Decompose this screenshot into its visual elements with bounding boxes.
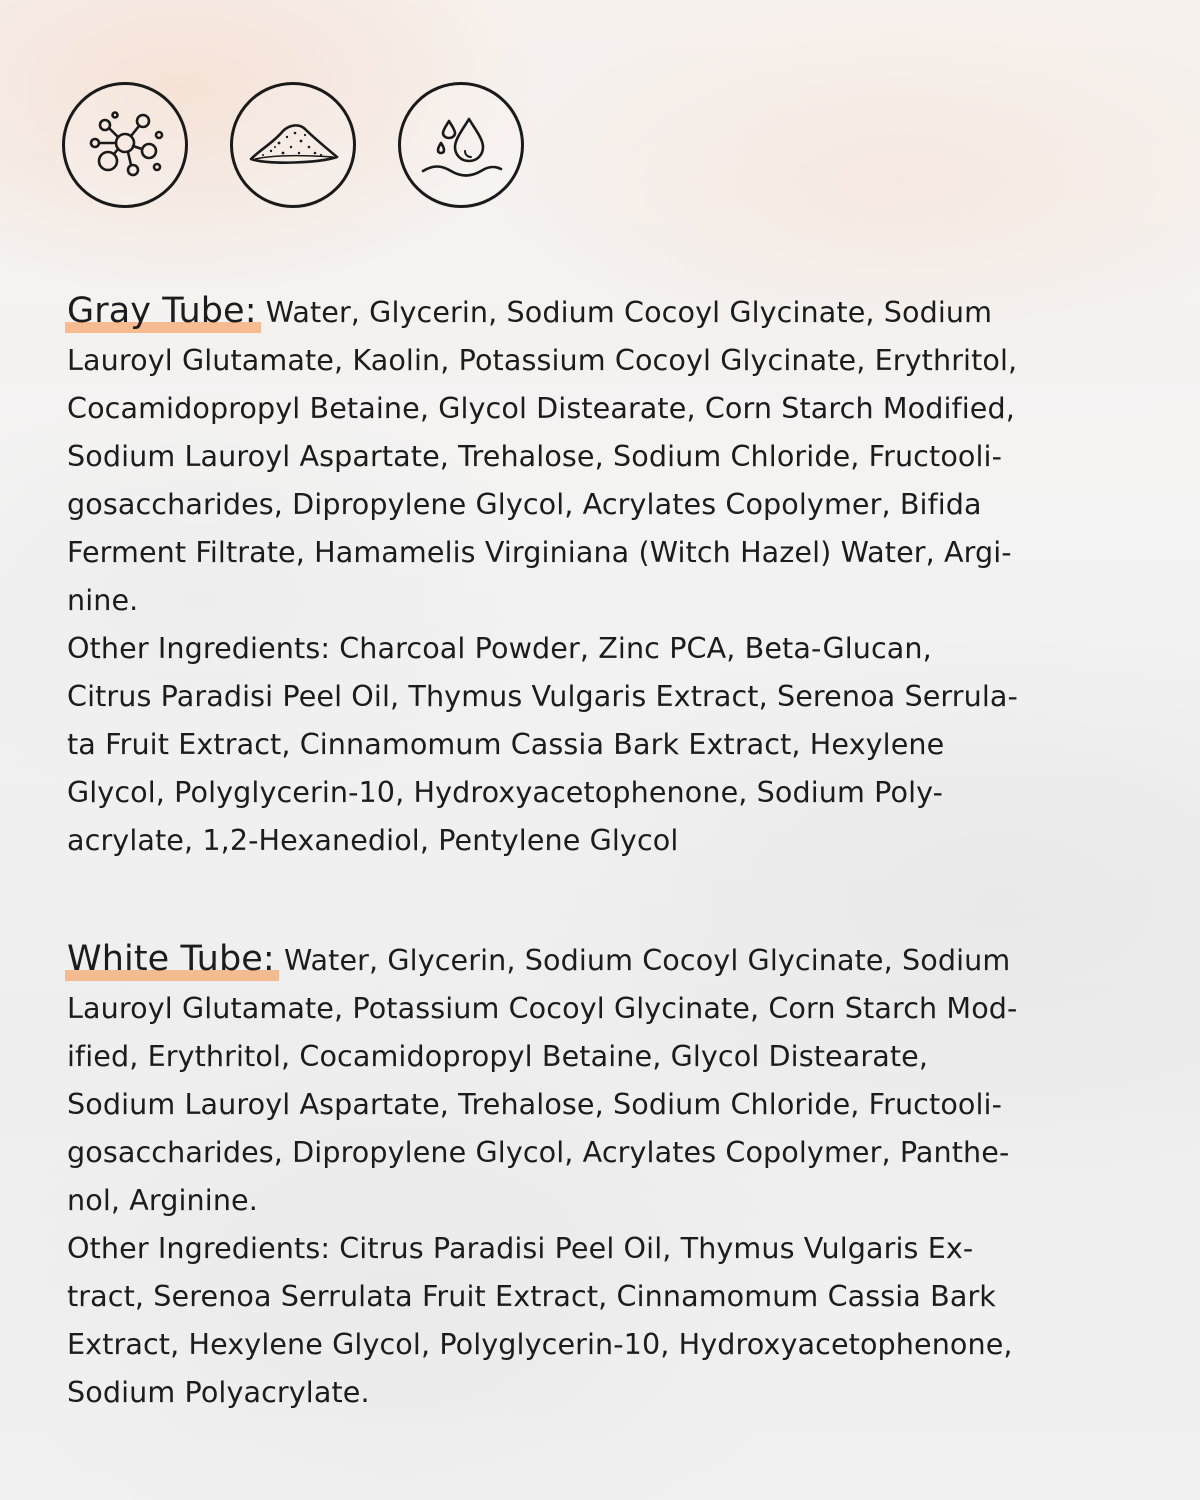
ingredient-line: ta Fruit Extract, Cinnamomum Cassia Bark Extract, Hexylene (67, 727, 945, 761)
gray-tube-ingredients (67, 287, 1147, 864)
ingredient-line: Other Ingredients: Charcoal Powder, Zinc PCA, Beta-Glucan, (67, 631, 932, 665)
powder-pile-icon (230, 82, 356, 208)
ingredient-line: Lauroyl Glutamate, Kaolin, Potassium Cocoyl Glycinate, Erythritol, (67, 343, 1018, 377)
ingredient-line: Sodium Lauroyl Aspartate, Trehalose, Sodium Chloride, Fructooli- (67, 1087, 1003, 1121)
ingredient-line: Water, Glycerin, Sodium Cocoyl Glycinate, Sodium (274, 943, 1011, 977)
gray-tube-other-ingredients (67, 624, 1147, 864)
white-tube-label: White Tube: (67, 935, 275, 983)
ingredient-line: Extract, Hexylene Glycol, Polyglycerin-10, Hydroxyacetophenone, (67, 1327, 1013, 1361)
feature-icons-row (62, 82, 524, 208)
ingredient-line: Glycol, Polyglycerin-10, Hydroxyacetophenone, Sodium Poly- (67, 775, 944, 809)
water-drops-icon (398, 82, 524, 208)
ingredient-line: Sodium Polyacrylate. (67, 1375, 370, 1409)
ingredient-line: nine. (67, 583, 139, 617)
ingredient-line: acrylate, 1,2-Hexanediol, Pentylene Glycol (67, 823, 679, 857)
gray-tube-label: Gray Tube: (67, 287, 257, 335)
white-tube-main-list (67, 935, 1147, 1224)
ingredient-line: Water, Glycerin, Sodium Cocoyl Glycinate, Sodium (256, 295, 993, 329)
white-tube-other-ingredients (67, 1224, 1147, 1416)
ingredient-line: Cocamidopropyl Betaine, Glycol Distearate, Corn Starch Modified, (67, 391, 1015, 425)
ingredient-line: tract, Serenoa Serrulata Fruit Extract, Cinnamomum Cassia Bark (67, 1279, 996, 1313)
ingredient-line: gosaccharides, Dipropylene Glycol, Acrylates Copolymer, Bifida (67, 487, 982, 521)
gray-tube-main-list (67, 287, 1147, 624)
ingredient-line: Ferment Filtrate, Hamamelis Virginiana (Witch Hazel) Water, Argi- (67, 535, 1012, 569)
molecule-icon (62, 82, 188, 208)
ingredient-line: Other Ingredients: Citrus Paradisi Peel Oil, Thymus Vulgaris Ex- (67, 1231, 974, 1265)
ingredient-line: ified, Erythritol, Cocamidopropyl Betaine, Glycol Distearate, (67, 1039, 929, 1073)
ingredient-line: gosaccharides, Dipropylene Glycol, Acrylates Copolymer, Panthe- (67, 1135, 1010, 1169)
ingredient-line: nol, Arginine. (67, 1183, 258, 1217)
ingredient-line: Citrus Paradisi Peel Oil, Thymus Vulgaris Extract, Serenoa Serrula- (67, 679, 1018, 713)
white-tube-ingredients (67, 935, 1147, 1416)
ingredient-line: Sodium Lauroyl Aspartate, Trehalose, Sodium Chloride, Fructooli- (67, 439, 1003, 473)
ingredient-line: Lauroyl Glutamate, Potassium Cocoyl Glycinate, Corn Starch Mod- (67, 991, 1018, 1025)
